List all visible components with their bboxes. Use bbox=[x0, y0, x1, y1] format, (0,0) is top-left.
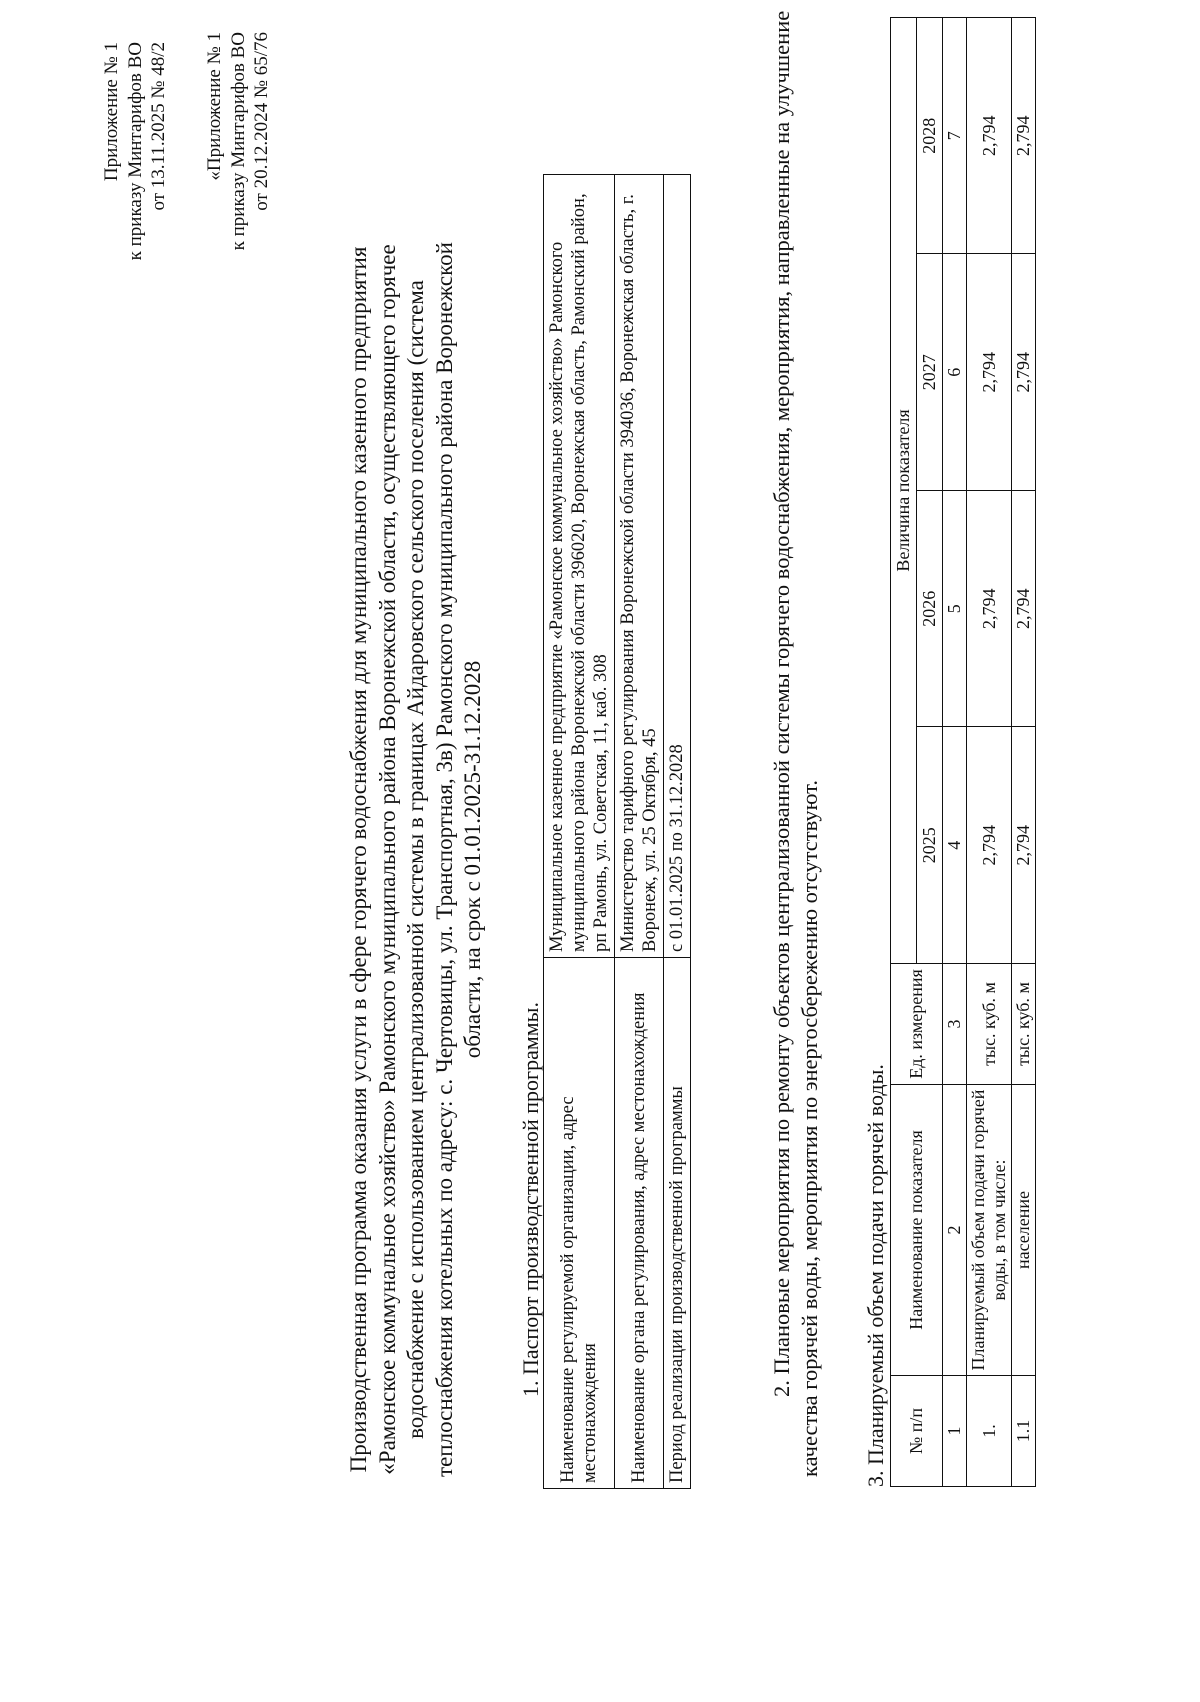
approval-line: к приказу Минтарифов ВО bbox=[124, 42, 146, 261]
header-year: 2028 bbox=[917, 18, 943, 255]
row-num: 1.1 bbox=[1012, 1376, 1036, 1487]
table-header-row bbox=[891, 18, 917, 1487]
passport-value: Министерство тарифного регулирования Воронежской области 394036, Воронежская область, г. Воронеж, ул. 25 Октября, 45 bbox=[615, 175, 664, 958]
row-value: 2,794 bbox=[1012, 491, 1036, 728]
row-value: 2,794 bbox=[967, 727, 1012, 964]
passport-label: Наименование органа регулирования, адрес местонахождения bbox=[615, 958, 664, 1489]
header-value-group: Величина показателя bbox=[891, 18, 917, 964]
passport-table bbox=[543, 174, 691, 1489]
row-value: 2,794 bbox=[1012, 254, 1036, 491]
approval-line: к приказу Минтарифов ВО bbox=[227, 32, 249, 251]
approval-line: от 13.11.2025 № 48/2 bbox=[148, 42, 169, 211]
table-row bbox=[664, 175, 691, 1489]
row-name: Планируемый объем подачи горячей воды, в том числе: bbox=[967, 1085, 1012, 1376]
passport-label: Наименование регулируемой организации, адрес местонахождения bbox=[544, 958, 615, 1489]
approval-line: «Приложение № 1 bbox=[204, 32, 225, 181]
approval-line: Приложение № 1 bbox=[101, 42, 122, 182]
index-cell: 2 bbox=[943, 1085, 967, 1376]
row-unit: тыс. куб. м bbox=[1012, 964, 1036, 1085]
row-value: 2,794 bbox=[967, 18, 1012, 255]
header-year: 2027 bbox=[917, 254, 943, 491]
index-cell: 1 bbox=[943, 1376, 967, 1487]
approval-line: от 20.12.2024 № 65/76 bbox=[251, 32, 272, 211]
table-index-row bbox=[943, 18, 967, 1487]
passport-value: Муниципальное казенное предприятие «Рамонское коммунальное хозяйство» Рамонского муниципального района Воронежской области 396020, Воронежская область, Рамонский район, рп Рамонь, ул. Советская, 11, каб. 308 bbox=[544, 175, 615, 958]
header-unit: Ед. измерения bbox=[891, 964, 943, 1085]
header-num: № п/п bbox=[891, 1376, 943, 1487]
row-value: 2,794 bbox=[967, 254, 1012, 491]
section-2-text: 2. Плановые мероприятия по ремонту объектов централизованной системы горячего водоснабжения, мероприятия, направленные на улучшение качества горячей воды, мероприятия по энергосбережению отсутствуют. bbox=[769, 10, 822, 1477]
row-name: население bbox=[1012, 1085, 1036, 1376]
row-value: 2,794 bbox=[1012, 18, 1036, 255]
document-title: Производственная программа оказания услуги в сфере горячего водоснабжения для муниципального казенного предприятия «Рамонское коммунальное хозяйство» Рамонского муниципального района Воронежской области, осуществляющего горячее водоснабжение с использованием централизованной системы в границах Айдаровского сельского поселения (система теплоснабжения котельных по адресу: с. Чертовицы, ул. Транспортная, 3в) Рамонского муниципального района Воронежской области, на срок с 01.01.2025-31.12.2028 bbox=[346, 242, 485, 1477]
index-cell: 7 bbox=[943, 18, 967, 255]
hot-water-volume-table bbox=[890, 17, 1036, 1487]
header-year: 2025 bbox=[917, 727, 943, 964]
passport-label: Период реализации производственной программы bbox=[664, 958, 691, 1489]
passport-value: с 01.01.2025 по 31.12.2028 bbox=[664, 175, 691, 958]
section-3-title: 3. Планируемый объем подачи горячей воды. bbox=[863, 1064, 888, 1487]
table-row bbox=[615, 175, 664, 1489]
table-row bbox=[544, 175, 615, 1489]
table-row bbox=[967, 18, 1012, 1487]
section-1-title: 1. Паспорт производственной программы. bbox=[518, 1002, 543, 1397]
row-value: 2,794 bbox=[1012, 727, 1036, 964]
table-row bbox=[1012, 18, 1036, 1487]
row-value: 2,794 bbox=[967, 491, 1012, 728]
index-cell: 6 bbox=[943, 254, 967, 491]
index-cell: 5 bbox=[943, 491, 967, 728]
index-cell: 4 bbox=[943, 727, 967, 964]
header-year: 2026 bbox=[917, 491, 943, 728]
row-unit: тыс. куб. м bbox=[967, 964, 1012, 1085]
header-name: Наименование показателя bbox=[891, 1085, 943, 1376]
row-num: 1. bbox=[967, 1376, 1012, 1487]
approval-block-current bbox=[100, 42, 171, 312]
approval-block-original bbox=[203, 32, 274, 312]
index-cell: 3 bbox=[943, 964, 967, 1085]
